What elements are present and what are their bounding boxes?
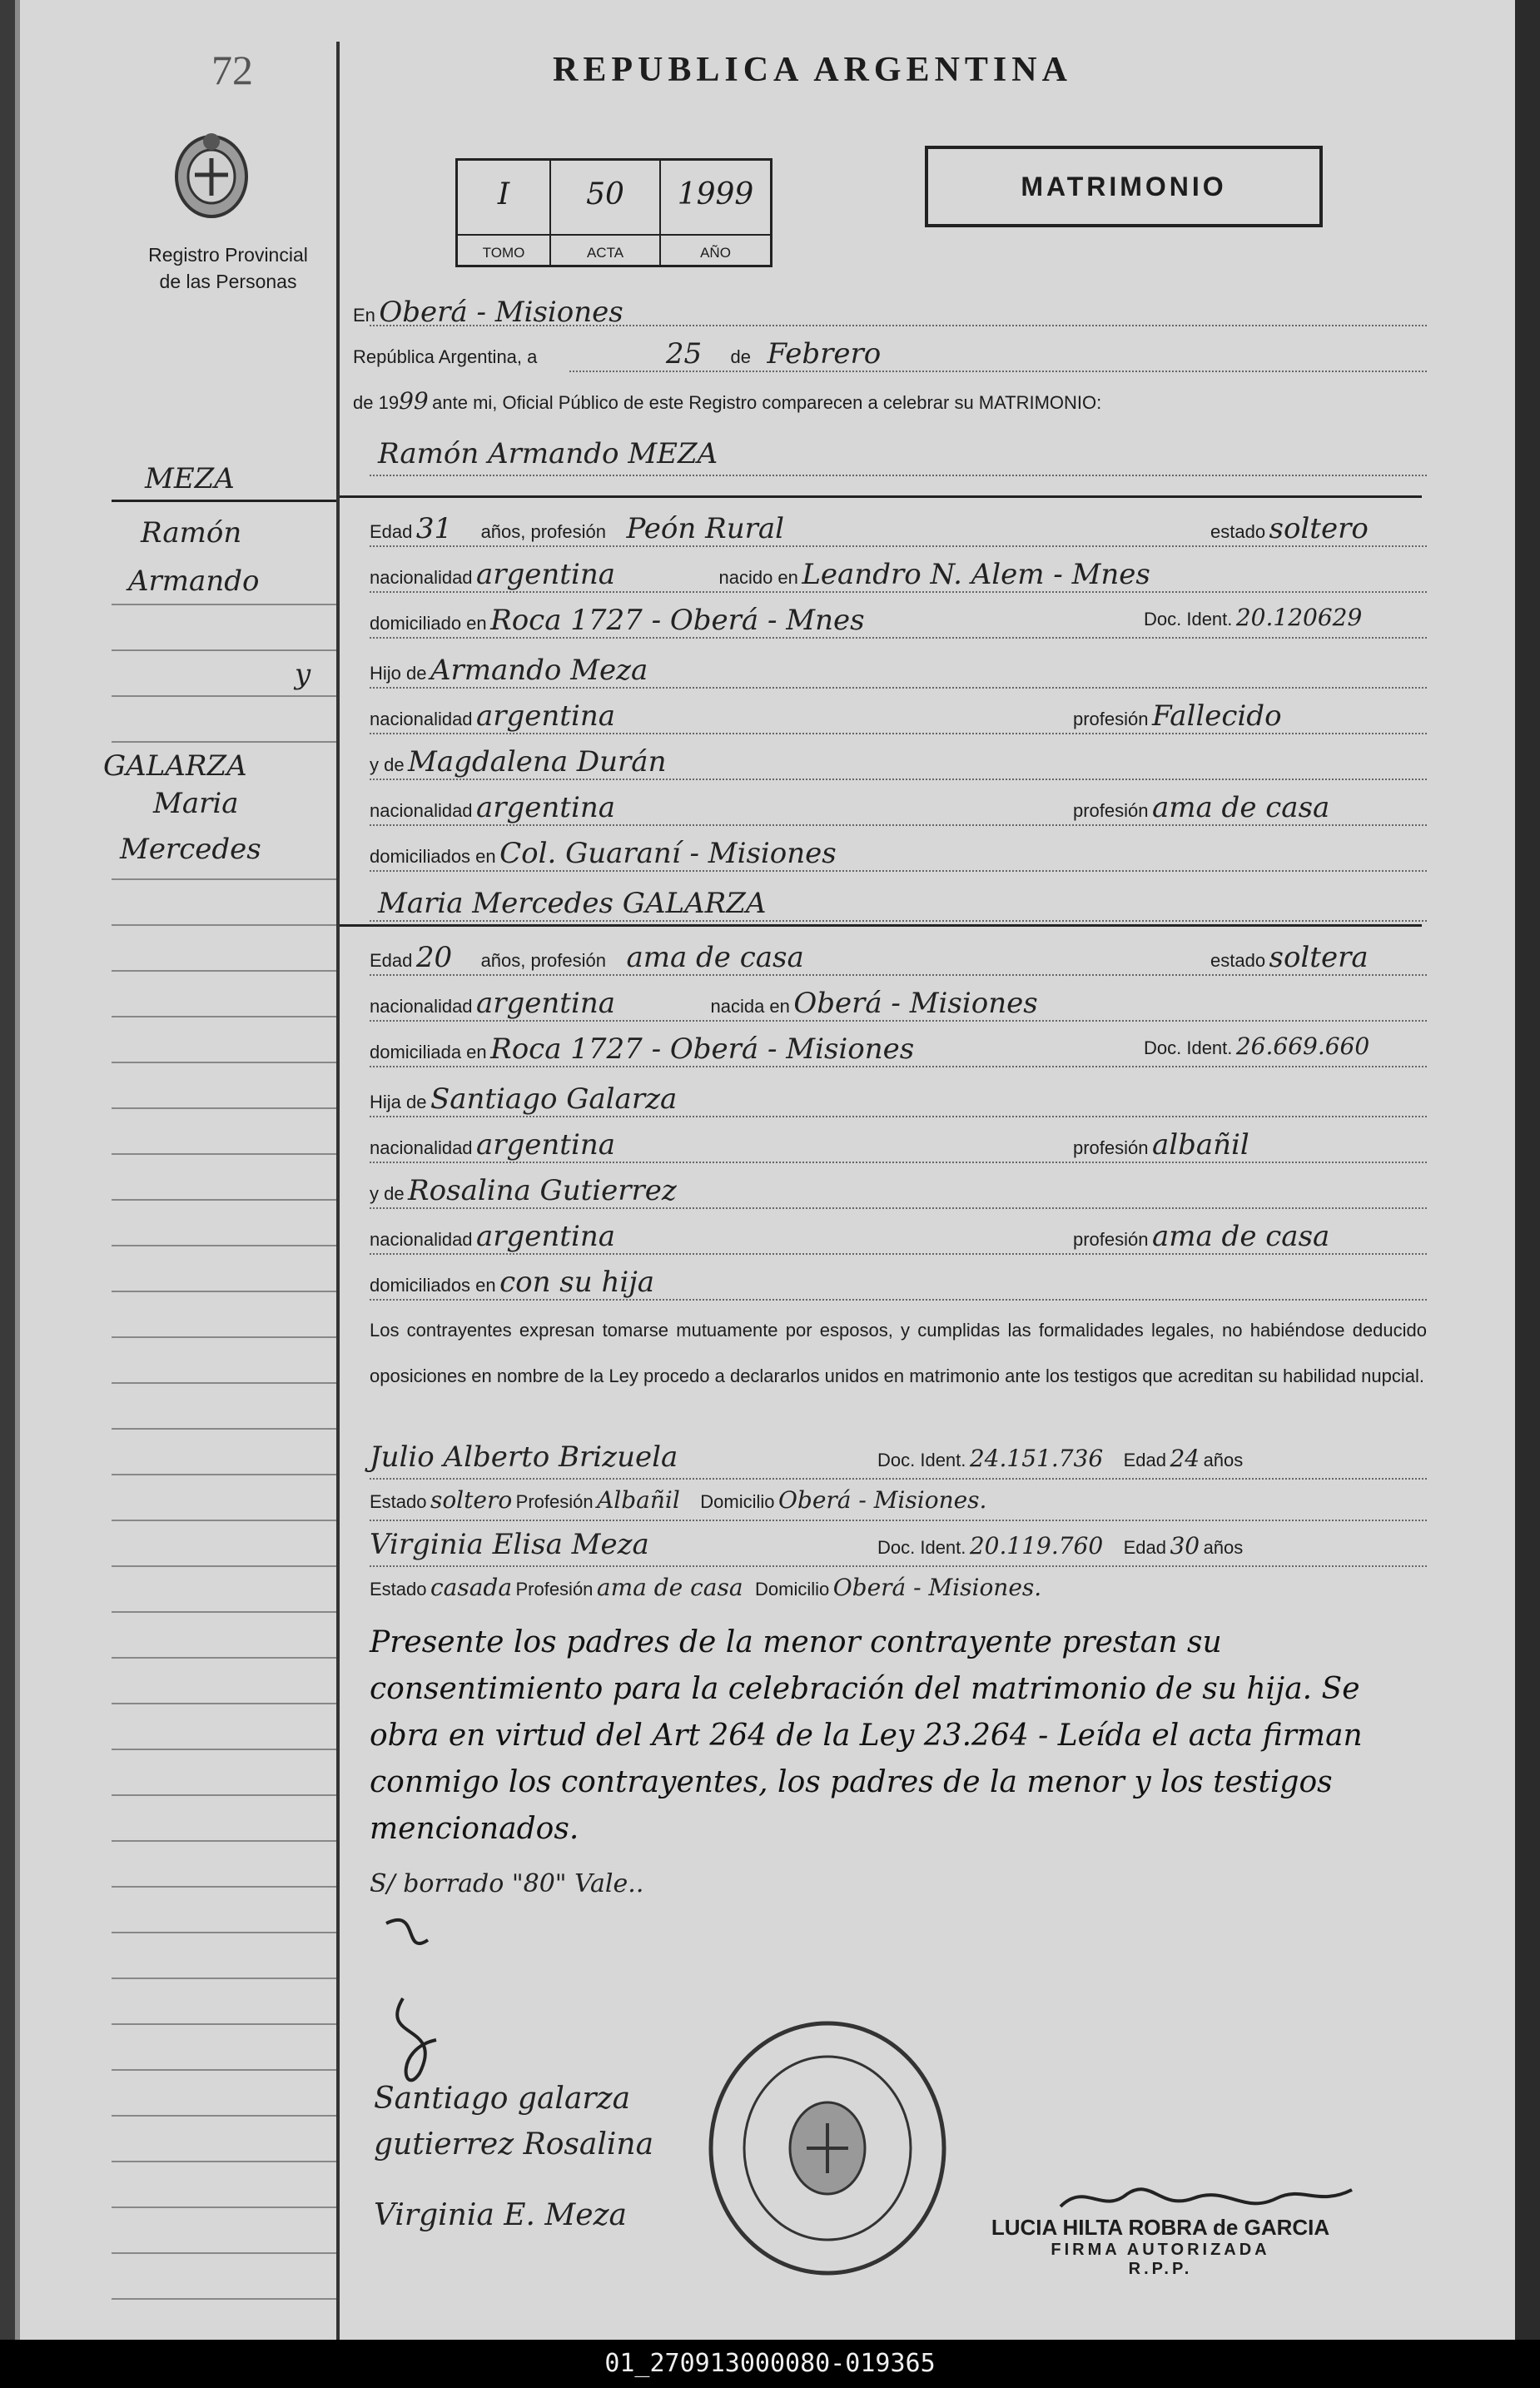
bride-father-nationality: argentina [476,1128,616,1162]
country-header: REPUBLICA ARGENTINA [553,51,1072,89]
bride-status-row [1210,941,1369,974]
groom-doc: 20.120629 [1235,604,1363,631]
place-value: Oberá - Misiones [379,296,623,329]
bride-nationality: argentina [476,987,616,1020]
profesion-label: años, profesión [480,950,606,971]
margin-ruling [112,2161,336,2162]
de-label: de [730,346,752,367]
tomo-label: TOMO [482,245,525,261]
groom-parents-address-row [370,837,837,870]
margin-rule [112,500,336,502]
margin-ruling [112,924,336,926]
margin-ruling [112,1474,336,1475]
fill-line [370,591,1427,593]
intro-year-row [353,387,1101,415]
signature-1: Santiago galarza [374,2082,631,2116]
handwritten-notes: Presente los padres de la menor contrayente prestan su consentimiento para la celebración del matrimonio de su hija. Se obra en virtud del Art 264 de la Ley 23.264 - Leída el acta firman conmigo los contrayentes, los padres de la menor y los testigos mencionados. [370,1625,1363,1846]
witness-1-age: 24 [1170,1445,1200,1472]
bride-parents-address: con su hija [499,1266,655,1299]
margin-ruling [112,1657,336,1659]
scan-identifier: 01_270913000080-019365 [0,2340,1540,2388]
hija-label: Hija de [370,1092,427,1112]
groom-mother-profession: ama de casa [1151,791,1330,824]
groom-status: soltero [1269,512,1369,545]
domiciliada-label: domiciliada en [370,1042,487,1062]
margin-divider [336,42,340,2340]
edad-label: Edad [1123,1450,1167,1470]
bride-status: soltera [1269,941,1369,974]
hijo-label: Hijo de [370,663,427,684]
witness-1-status: soltero [430,1486,513,1514]
fill-line [370,779,1427,780]
fill-line [370,1565,1427,1567]
margin-line-3: Armando [128,565,260,598]
margin-ruling [112,970,336,972]
witness-2-row [370,1528,649,1561]
nacido-label: nacido en [718,567,798,588]
registry-caption [112,241,345,295]
fill-line [370,870,1427,872]
profesion-label: profesión [1073,1229,1149,1250]
groom-address: Roca 1727 - Oberá - Mnes [490,604,865,637]
estado-label: estado [1210,950,1266,971]
margin-ruling [112,878,336,880]
groom-nationality-row [370,558,1150,591]
fill-line [370,325,1427,326]
profesion-label: Profesión [515,1491,594,1512]
bride-mother: Rosalina Gutierrez [408,1174,677,1207]
registry-line-1: Registro Provincial [148,244,308,266]
bride-profession: ama de casa [626,941,804,974]
margin-ruling [112,1153,336,1155]
bride-age-row [370,941,804,974]
fill-line [370,1020,1427,1022]
section-rule [340,924,1422,927]
profesion-label: profesión [1073,800,1149,821]
fill-line [370,1478,1427,1480]
margin-ruling [112,1886,336,1888]
fill-line [370,733,1427,734]
margin-ruling [112,1016,336,1017]
intro-date-row [353,337,881,371]
margin-ruling [112,1978,336,1979]
bride-doc: 26.669.660 [1235,1032,1370,1060]
fill-line [370,1162,1427,1163]
domicilio-label: Domicilio [700,1491,775,1512]
margin-line-5: GALARZA [103,749,247,783]
bride-mother-prof-row [1073,1220,1329,1253]
margin-ruling [112,1107,336,1109]
signature-2: gutierrez Rosalina [374,2127,654,2162]
groom-father-prof-row [1073,699,1282,733]
bride-address: Roca 1727 - Oberá - Misiones [490,1032,915,1066]
margin-ruling [112,1428,336,1430]
nacionalidad-label: nacionalidad [370,709,473,729]
registration-table [455,158,772,267]
witness-1-name: Julio Alberto Brizuela [370,1440,678,1474]
groom-father: Armando Meza [430,654,648,687]
doc-label: Doc. Ident. [1144,609,1233,629]
groom-mother-prof-row [1073,791,1329,824]
signature-scribble [370,1907,469,2098]
margin-ruling [112,741,336,743]
nacida-label: nacida en [710,996,790,1017]
groom-birthplace: Leandro N. Alem - Mnes [802,558,1150,591]
nacionalidad-label: nacionalidad [370,567,473,588]
witness-2-doc-row [877,1532,1243,1560]
year-prefix: de 19 [353,392,400,413]
witness-1-address: Oberá - Misiones. [777,1486,987,1514]
witness-2-details-row [370,1574,1041,1601]
doc-label: Doc. Ident. [877,1537,966,1558]
domiciliados-label: domiciliados en [370,846,496,867]
margin-ruling [112,1749,336,1750]
nacionalidad-label: nacionalidad [370,1229,473,1250]
margin-line-1: MEZA [145,462,235,495]
acta-value: 50 [586,177,624,211]
doc-label: Doc. Ident. [1144,1037,1233,1058]
edad-label: Edad [1123,1537,1167,1558]
section-rule [340,495,1422,498]
margin-ruling [112,2206,336,2208]
witness-1-row [370,1440,678,1474]
official-stamp [703,2015,952,2281]
groom-mother-nat-row [370,791,615,824]
intro-text: ante mi, Oficial Público de este Registro comparecen a celebrar su MATRIMONIO: [432,392,1102,413]
anio-label: AÑO [700,245,731,261]
domiciliado-label: domiciliado en [370,613,487,634]
tomo-cell [458,161,551,265]
domiciliados-label: domiciliados en [370,1275,496,1296]
profesion-label: profesión [1073,709,1149,729]
erasure-note: S/ borrado "80" Vale.. [370,1869,644,1898]
margin-ruling [112,1611,336,1613]
bride-mother-nationality: argentina [476,1220,616,1253]
groom-father-nat-row [370,699,615,733]
witness-2-address: Oberá - Misiones. [832,1574,1042,1601]
anio-value: 1999 [677,177,754,211]
bride-father-prof-row [1073,1128,1249,1162]
witness-1-doc-row [877,1445,1243,1472]
doc-label: Doc. Ident. [877,1450,966,1470]
witness-2-name: Virginia Elisa Meza [370,1528,649,1561]
groom-mother-nationality: argentina [476,791,616,824]
intro-place-row [353,296,623,329]
anios-label: años [1203,1537,1244,1558]
margin-ruling [112,1565,336,1567]
witness-1-details-row [370,1486,986,1514]
margin-ruling [112,1520,336,1521]
margin-ruling [112,1062,336,1063]
margin-ruling [112,1794,336,1796]
bride-address-row [370,1032,914,1066]
officer-block [977,2215,1344,2279]
book-binding [1515,0,1540,2388]
page-number: 72 [211,47,253,93]
groom-father-profession: Fallecido [1151,699,1282,733]
fill-line [370,687,1427,689]
year-suffix: 99 [399,387,429,415]
fill-line [370,1299,1427,1301]
anio-cell [661,161,770,265]
margin-ruling [112,2115,336,2117]
nacionalidad-label: nacionalidad [370,800,473,821]
fill-line [370,637,1427,639]
margin-ruling [112,2023,336,2025]
margin-ruling [112,695,336,697]
fill-line [370,1520,1427,1521]
day-value: 25 [665,337,703,371]
margin-ruling [112,604,336,605]
margin-ruling [112,1703,336,1704]
signature-3: Virginia E. Meza [374,2198,628,2232]
margin-ruling [112,1336,336,1338]
groom-nationality: argentina [476,558,616,591]
fill-line [370,545,1427,547]
declaration-text: Los contrayentes expresan tomarse mutuamente por esposos, y cumplidas las formalidades legales, no habiéndose deducido oposiciones en nombre de la Ley procedo a declararlos unidos en matrimonio ante los testigos que acreditan su habilidad nupcial. [370,1320,1427,1386]
groom-name-row [378,437,718,470]
margin-ruling [112,2252,336,2254]
fill-line [370,1253,1427,1255]
bride-father: Santiago Galarza [430,1082,678,1116]
fill-line [370,920,1427,922]
margin-ruling [112,2298,336,2300]
en-label: En [353,305,375,326]
bride-mother-nat-row [370,1220,615,1253]
margin-ruling [112,1291,336,1292]
estado-label: Estado [370,1579,427,1599]
nacionalidad-label: nacionalidad [370,996,473,1017]
bride-mother-profession: ama de casa [1151,1220,1330,1253]
yde-label: y de [370,1183,405,1204]
bride-doc-row [1144,1032,1369,1060]
fill-line [370,1207,1427,1209]
groom-father-row [370,654,648,687]
witness-2-status: casada [430,1574,513,1601]
margin-ruling [112,1840,336,1842]
month-value: Febrero [767,337,882,371]
groom-profession: Peón Rural [626,512,784,545]
republica-label: República Argentina, a [353,346,538,367]
groom-address-row [370,604,865,637]
bride-nationality-row [370,987,1038,1020]
groom-status-row [1210,512,1369,545]
profesion-label: profesión [1073,1137,1149,1158]
witness-1-doc: 24.151.736 [969,1445,1104,1472]
margin-line-6: Maria [153,787,239,820]
edad-label: Edad [370,950,413,971]
fill-line [370,475,1427,476]
groom-name: Ramón Armando MEZA [378,437,718,470]
bride-father-profession: albañil [1151,1128,1249,1162]
witness-2-doc: 20.119.760 [969,1532,1104,1560]
anios-label: años [1203,1450,1244,1470]
profesion-label: Profesión [515,1579,594,1599]
officer-name: LUCIA HILTA ROBRA de GARCIA [991,2215,1330,2240]
witness-2-age: 30 [1170,1532,1200,1560]
margin-ruling [112,2069,336,2071]
bride-name-row [378,887,766,920]
certificate-page [15,0,1518,2340]
bride-name: Maria Mercedes GALARZA [378,887,767,920]
groom-doc-row [1144,604,1362,631]
fill-line [370,974,1427,976]
nacionalidad-label: nacionalidad [370,1137,473,1158]
groom-mother: Magdalena Durán [408,745,667,779]
margin-ruling [112,1932,336,1933]
margin-ruling [112,1199,336,1201]
acta-cell [551,161,661,265]
margin-ruling [112,649,336,651]
margin-ruling [112,1245,336,1246]
groom-age: 31 [415,512,453,545]
fill-line [370,1116,1427,1117]
witness-1-profession: Albañil [597,1486,680,1514]
witness-2-profession: ama de casa [596,1574,743,1601]
officer-rpp: R.P.P. [1128,2260,1193,2278]
groom-father-nationality: argentina [476,699,616,733]
fill-line [569,371,1427,372]
bride-parents-address-row [370,1266,654,1299]
fill-line [370,824,1427,826]
tomo-value: I [497,177,510,211]
registry-line-2: de las Personas [159,271,297,292]
profesion-label: años, profesión [480,521,606,542]
officer-title: FIRMA AUTORIZADA [1051,2241,1270,2259]
acta-label: ACTA [586,245,624,261]
bride-birthplace: Oberá - Misiones [793,987,1038,1020]
estado-label: Estado [370,1491,427,1512]
domicilio-label: Domicilio [755,1579,830,1599]
margin-line-2: Ramón [141,516,242,550]
bride-mother-row [370,1174,677,1207]
estado-label: estado [1210,521,1266,542]
document-type-box: MATRIMONIO [925,146,1323,227]
bride-father-row [370,1082,677,1116]
fill-line [370,1066,1427,1067]
groom-parents-address: Col. Guaraní - Misiones [499,837,837,870]
edad-label: Edad [370,521,413,542]
bride-father-nat-row [370,1128,615,1162]
margin-line-4: y [295,658,311,691]
coat-of-arms-seal [161,125,261,225]
yde-label: y de [370,754,405,775]
groom-age-row [370,512,784,545]
bride-age: 20 [415,941,453,974]
groom-mother-row [370,745,666,779]
margin-line-7: Mercedes [120,833,261,866]
margin-ruling [112,1382,336,1384]
